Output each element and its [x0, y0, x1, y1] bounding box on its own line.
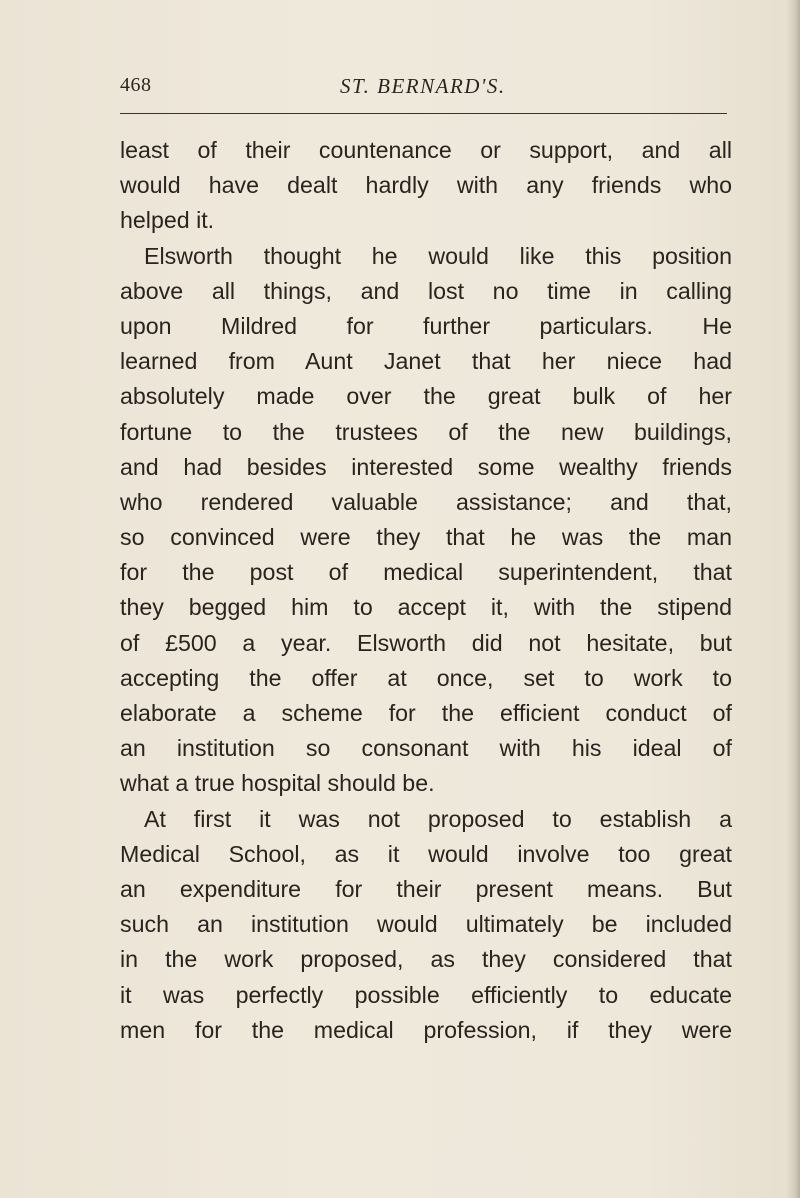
text-line: they begged him to accept it, with the stipend — [120, 594, 732, 621]
text-line: absolutely made over the great bulk of her — [120, 383, 732, 410]
header-rule — [120, 113, 727, 114]
page-edge-shadow — [786, 0, 800, 1198]
text-line: and had besides interested some wealthy friends — [120, 453, 732, 480]
text-line: fortune to the trustees of the new buildings, — [120, 418, 732, 445]
running-head: ST. BERNARD'S. — [340, 74, 506, 98]
text-line: what a true hospital should be. — [120, 770, 435, 797]
text-line: an institution so consonant with his ideal of — [120, 735, 732, 762]
text-line: learned from Aunt Janet that her niece had — [120, 348, 732, 375]
text-line: helped it. — [120, 207, 215, 234]
text-line: for the post of medical superintendent, that — [120, 559, 732, 586]
text-line: in the work proposed, as they considered that — [120, 946, 732, 973]
text-line: would have dealt hardly with any friends who — [120, 172, 732, 199]
text-line: it was perfectly possible efficiently to educate — [120, 981, 732, 1008]
text-line: so convinced were they that he was the man — [120, 524, 732, 551]
page-header — [120, 74, 725, 104]
text-line: who rendered valuable assistance; and that, — [120, 488, 732, 515]
text-line: least of their countenance or support, and all — [120, 137, 732, 163]
text-line: such an institution would ultimately be included — [120, 911, 732, 938]
text-line: Medical School, as it would involve too great — [120, 840, 732, 867]
body-text — [120, 133, 732, 1048]
text-line: an expenditure for their present means. But — [120, 875, 732, 902]
text-line: above all things, and lost no time in calling — [120, 277, 732, 304]
page-number: 468 — [120, 74, 152, 96]
text-line: accepting the offer at once, set to work to — [120, 664, 732, 691]
text-line: of £500 a year. Elsworth did not hesitate, but — [120, 629, 732, 656]
text-line: elaborate a scheme for the efficient conduct of — [120, 700, 732, 726]
text-line: upon Mildred for further particulars. He — [120, 312, 732, 339]
text-line: men for the medical profession, if they were — [120, 1016, 732, 1043]
text-line: Elsworth thought he would like this position — [144, 242, 732, 269]
text-line: At first it was not proposed to establish a — [144, 805, 732, 832]
